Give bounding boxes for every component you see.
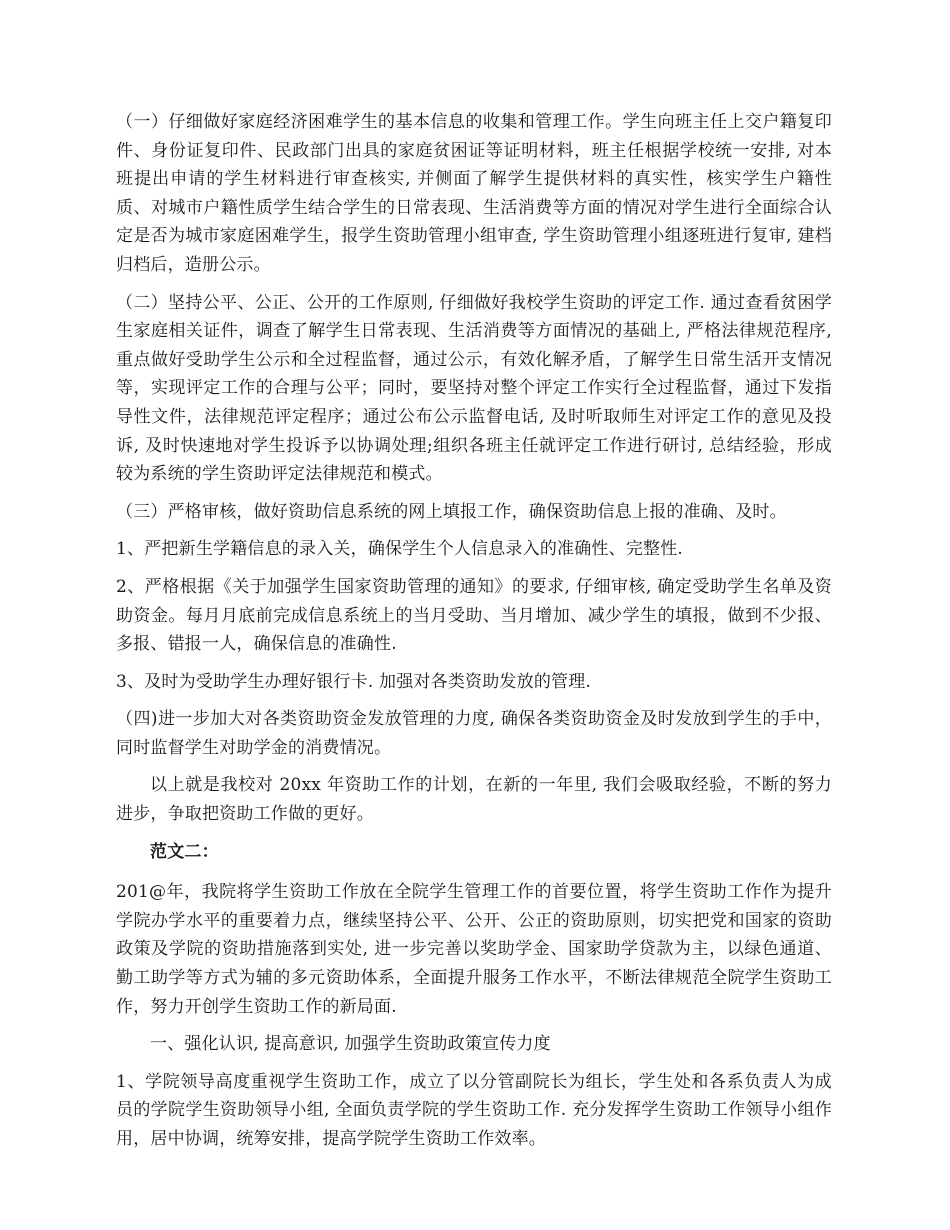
section-heading-one: 一、强化认识, 提高意识, 加强学生资助政策宣传力度 xyxy=(150,1034,551,1055)
paragraph-item-1-info-collection: （一）仔细做好家庭经济困难学生的基本信息的收集和管理工作。学生向班主任上交户籍复印件、身份证复印件、民政部门出具的家庭贫困证等证明材料，班主任根据学校统一安排, 对本班提出申请的学生材料进行审查核实, 并侧面了解学生提供材料的真实性，核实学生户籍性质、对城市户籍性质学生结合学生的日常表现、生活消费等方面的情况对学生进行全面综合认定是否为城市家庭困难学生，报学生资助管理小组审查, 学生资助管理小组逐班进行复审, 建档归档后，造册公示。 xyxy=(116,112,832,275)
paragraph-item-3-review: （三）严格审核，做好资助信息系统的网上填报工作，确保资助信息上报的准确、及时。 xyxy=(116,501,787,522)
paragraph-section-one-item-1: 1、学院领导高度重视学生资助工作，成立了以分管副院长为组长，学生处和各系负责人为成员的学院学生资助领导小组, 全面负责学院的学生资助工作. 充分发挥学生资助工作领导小组作用，居中协调，统筹安排，提高学院学生资助工作效率。 xyxy=(116,1071,832,1149)
paragraph-sub-1: 1、严把新生学籍信息的录入关，确保学生个人信息录入的准确性、完整性. xyxy=(116,539,684,560)
paragraph-sample-two-intro: 201@年，我院将学生资助工作放在全院学生管理工作的首要位置，将学生资助工作作为提升学院办学水平的重要着力点，继续坚持公平、公开、公正的资助原则，切实把党和国家的资助政策及学院的资助措施落到实处, 进一步完善以奖助学金、国家助学贷款为主，以绿色通道、勤工助学等方式为辅的多元资助体系，全面提升服务工作水平，不断法律规范全院学生资助工作，努力开创学生资助工作的新局面. xyxy=(116,882,832,1017)
paragraph-sub-3: 3、及时为受助学生办理好银行卡. 加强对各类资助发放的管理. xyxy=(116,671,592,692)
paragraph-item-4-funds: （四)进一步加大对各类资助资金发放管理的力度, 确保各类资助资金及时发放到学生的手中，同时监督学生对助学金的消费情况。 xyxy=(116,709,832,758)
sample-two-heading: 范文二： xyxy=(150,841,219,862)
paragraph-conclusion: 以上就是我校对 20xx 年资助工作的计划，在新的一年里, 我们会吸取经验，不断的努力进步，争取把资助工作做的更好。 xyxy=(116,775,832,825)
paragraph-sub-2: 2、严格根据《关于加强学生国家资助管理的通知》的要求, 仔细审核, 确定受助学生名单及资助资金。每月月底前完成信息系统上的当月受助、当月增加、减少学生的填报，做到不少报、多报、错报一人，确保信息的准确性. xyxy=(116,576,832,655)
paragraph-item-2-evaluation: （二）坚持公平、公正、公开的工作原则, 仔细做好我校学生资助的评定工作. 通过查看贫困学生家庭相关证件，调查了解学生日常表现、生活消费等方面情况的基础上, 严格法律规范程序, 重点做好受助学生公示和全过程监督，通过公示，有效化解矛盾，了解学生日常生活开支情况等，实现评定工作的合理与公平；同时，要坚持对整个评定工作实行全过程监督，通过下发指导性文件，法律规范评定程序；通过公布公示监督电话, 及时听取师生对评定工作的意见及投诉, 及时快速地对学生投诉予以协调处理;组织各班主任就评定工作进行研讨, 总结经验，形成较为系统的学生资助评定法律规范和模式。 xyxy=(116,292,832,485)
